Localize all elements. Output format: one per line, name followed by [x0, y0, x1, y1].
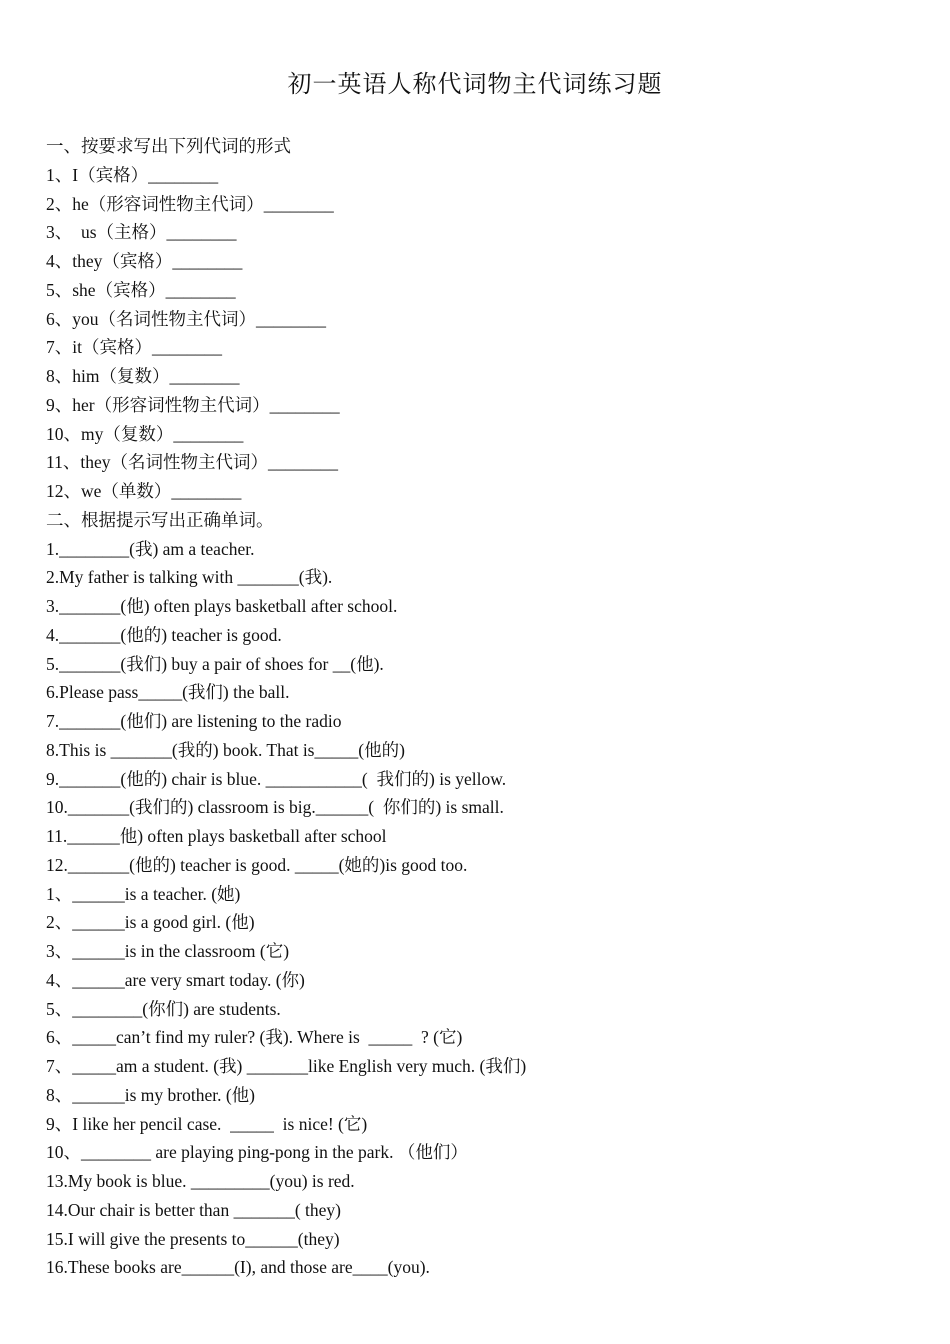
exercise-line: 4._______(他的) teacher is good. [46, 624, 282, 645]
exercise-line: 15.I will give the presents to______(they) [46, 1228, 340, 1249]
exercise-line: 4、they（宾格）________ [46, 251, 243, 271]
exercise-line: 5、________(你们) are students. [46, 998, 281, 1019]
exercise-line: 7、it（宾格）________ [46, 337, 222, 358]
exercise-line: 14.Our chair is better than _______( they) [46, 1199, 341, 1220]
exercise-line: 6.Please pass_____(我们) the ball. [46, 682, 290, 703]
exercise-line: 二、根据提示写出正确单词。 [46, 509, 274, 530]
exercise-line: 9._______(他的) chair is blue. ___________( 我们的) is yellow. [46, 768, 507, 789]
exercise-line: 6、_____can’t find my ruler? (我). Where is _____ ? (它) [46, 1027, 463, 1048]
exercise-line: 9、I like her pencil case. _____ is nice! (它) [46, 1113, 368, 1134]
exercise-line: 1、______is a teacher. (她) [46, 883, 241, 904]
exercise-line: 2、he（形容词性物主代词）________ [46, 193, 334, 214]
exercise-line: 一、按要求写出下列代词的形式 [46, 136, 291, 156]
exercise-line: 13.My book is blue. _________(you) is red. [46, 1171, 355, 1191]
exercise-line: 11、they（名词性物主代词）________ [46, 452, 338, 473]
exercise-line: 16.These books are______(I), and those are____(you). [46, 1257, 430, 1278]
exercise-line: 7、_____am a student. (我) _______like English very much. (我们) [46, 1056, 527, 1076]
exercise-line: 3、 us（主格）________ [46, 222, 237, 243]
exercise-line: 4、______are very smart today. (你) [46, 969, 305, 990]
exercise-line: 6、you（名词性物主代词）________ [46, 308, 326, 329]
exercise-line: 1、I（宾格）________ [46, 164, 219, 185]
exercise-line: 5、she（宾格）________ [46, 279, 236, 300]
exercise-list [46, 132, 906, 1282]
exercise-line: 1.________(我) am a teacher. [46, 538, 255, 559]
exercise-line: 10._______(我们的) classroom is big.______( 你们的) is small. [46, 797, 504, 818]
exercise-line: 12._______(他的) teacher is good. _____(她的)is good too. [46, 854, 468, 875]
exercise-line: 2.My father is talking with _______(我). [46, 567, 333, 588]
exercise-line: 8.This is _______(我的) book. That is_____(他的) [46, 739, 405, 760]
exercise-line: 9、her（形容词性物主代词）________ [46, 394, 340, 415]
exercise-line: 3、______is in the classroom (它) [46, 941, 290, 961]
exercise-line: 5._______(我们) buy a pair of shoes for __(他). [46, 653, 384, 674]
exercise-line: 10、my（复数）________ [46, 423, 244, 444]
exercise-line: 7._______(他们) are listening to the radio [46, 711, 342, 731]
exercise-line: 11.______他) often plays basketball after school [46, 826, 387, 846]
exercise-line: 10、________ are playing ping-pong in the park. （他们） [46, 1142, 468, 1163]
exercise-line: 12、we（单数）________ [46, 481, 242, 501]
exercise-line: 3._______(他) often plays basketball after school. [46, 596, 398, 616]
page-title: 初一英语人称代词物主代词练习题 [287, 72, 663, 98]
exercise-line: 2、______is a good girl. (他) [46, 912, 255, 933]
exercise-line: 8、him（复数）________ [46, 366, 240, 386]
exercise-line: 8、______is my brother. (他) [46, 1084, 256, 1105]
